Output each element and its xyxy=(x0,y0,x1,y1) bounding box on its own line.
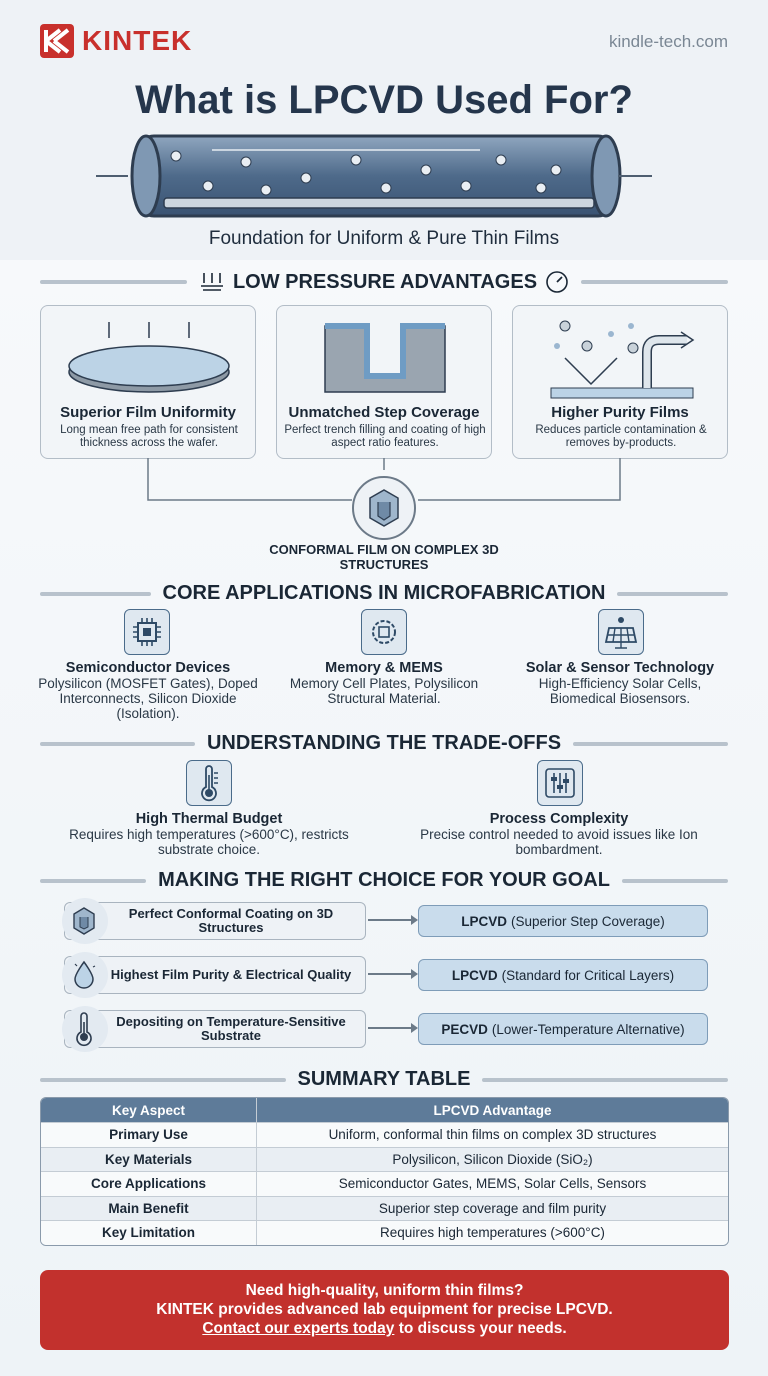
application-title: Solar & Sensor Technology xyxy=(525,660,715,676)
tradeoff-desc: Precise control needed to avoid issues like Ion bombardment. xyxy=(420,827,698,857)
thermometer-icon xyxy=(62,1006,108,1052)
chip-icon xyxy=(124,609,170,655)
brand-name: KINTEK xyxy=(82,25,193,56)
lpcvd-tube-illustration xyxy=(96,130,656,222)
table-row xyxy=(41,1171,728,1196)
table-header: LPCVD Advantage xyxy=(257,1098,728,1122)
table-header-row xyxy=(41,1098,728,1122)
trench-icon xyxy=(323,318,447,394)
card-title: Higher Purity Films xyxy=(551,404,689,421)
pressure-arrows-icon xyxy=(199,271,225,293)
site-url[interactable]: kindle-tech.com xyxy=(608,32,728,51)
method-note: (Standard for Critical Layers) xyxy=(501,967,675,983)
cta-line-2: KINTEK provides advanced lab equipment for precise LPCVD. xyxy=(156,1301,613,1318)
droplet-icon xyxy=(62,952,108,998)
application-solar-sensor xyxy=(505,660,735,706)
conformal-result-label: CONFORMAL FILM ON COMPLEX 3D STRUCTURES xyxy=(269,542,499,572)
kintek-logo-icon xyxy=(40,24,74,58)
tradeoff-process-complexity xyxy=(404,811,714,857)
goal-result-lpcvd-critical xyxy=(418,959,708,991)
table-cell: Polysilicon, Silicon Dioxide (SiO₂) xyxy=(257,1147,728,1172)
summary-heading-text: SUMMARY TABLE xyxy=(297,1068,471,1090)
table-cell: Requires high temperatures (>600°C) xyxy=(257,1220,728,1245)
table-cell: Main Benefit xyxy=(41,1196,257,1221)
goal-conformal-coating xyxy=(64,902,366,940)
goal-text: Highest Film Purity & Electrical Quality xyxy=(110,967,352,982)
table-row xyxy=(41,1220,728,1245)
cta-line-1: Need high-quality, uniform thin films? xyxy=(245,1282,524,1299)
table-row xyxy=(41,1147,728,1172)
table-cell: Superior step coverage and film purity xyxy=(257,1196,728,1221)
gauge-icon xyxy=(545,270,569,294)
application-memory-mems xyxy=(269,660,499,706)
section-tradeoffs-heading xyxy=(40,732,728,755)
cta-line-3-suffix: to discuss your needs. xyxy=(394,1320,567,1337)
table-row xyxy=(41,1196,728,1221)
cta-line-3 xyxy=(40,1319,729,1338)
advantage-card-uniformity xyxy=(40,305,256,459)
application-desc: Polysilicon (MOSFET Gates), Doped Interconnects, Silicon Dioxide (Isolation). xyxy=(38,676,258,721)
table-cell: Key Limitation xyxy=(41,1220,257,1245)
goal-text: Depositing on Temperature-Sensitive Substrate xyxy=(116,1014,346,1043)
sliders-icon xyxy=(537,760,583,806)
purity-icon xyxy=(547,318,697,402)
applications-heading-text: CORE APPLICATIONS IN MICROFABRICATION xyxy=(162,582,606,604)
application-title: Memory & MEMS xyxy=(325,660,443,676)
brand-logo[interactable] xyxy=(40,24,192,58)
goal-arrow xyxy=(368,973,416,975)
card-title: Unmatched Step Coverage xyxy=(288,404,480,421)
section-goals-heading xyxy=(40,869,728,892)
page-title: What is LPCVD Used For? xyxy=(135,78,633,122)
method-name: LPCVD xyxy=(451,967,498,983)
page-subtitle: Foundation for Uniform & Pure Thin Films xyxy=(208,228,560,249)
card-title: Superior Film Uniformity xyxy=(60,404,236,421)
goal-arrow xyxy=(368,1027,416,1029)
advantage-card-purity xyxy=(512,305,728,459)
goal-result-pecvd xyxy=(418,1013,708,1045)
card-desc: Perfect trench filling and coating of high aspect ratio features. xyxy=(284,424,486,449)
application-desc: High-Efficiency Solar Cells, Biomedical Biosensors. xyxy=(538,676,702,706)
table-header: Key Aspect xyxy=(41,1098,257,1122)
application-title: Semiconductor Devices xyxy=(65,660,231,676)
method-note: (Superior Step Coverage) xyxy=(510,913,665,929)
table-cell: Core Applications xyxy=(41,1171,257,1196)
contact-experts-link[interactable]: Contact our experts today xyxy=(202,1320,395,1337)
application-desc: Memory Cell Plates, Polysilicon Structural Material. xyxy=(289,676,479,706)
tradeoff-title: High Thermal Budget xyxy=(135,811,283,827)
summary-table xyxy=(40,1097,729,1246)
application-semiconductor xyxy=(33,660,263,721)
table-cell: Uniform, conformal thin films on complex 3D structures xyxy=(257,1122,728,1147)
table-row xyxy=(41,1122,728,1147)
card-desc: Long mean free path for consistent thickness across the wafer. xyxy=(60,424,238,449)
card-desc: Reduces particle contamination & removes by-products. xyxy=(535,424,707,449)
section-applications-heading xyxy=(40,582,728,605)
goal-film-purity xyxy=(64,956,366,994)
method-name: LPCVD xyxy=(461,913,507,929)
gear-chip-icon xyxy=(361,609,407,655)
goal-text: Perfect Conformal Coating on 3D Structures xyxy=(128,906,334,935)
tradeoff-desc: Requires high temperatures (>600°C), restricts substrate choice. xyxy=(69,827,349,857)
goal-arrow xyxy=(368,919,416,921)
cta-banner xyxy=(40,1270,729,1350)
goals-heading-text: MAKING THE RIGHT CHOICE FOR YOUR GOAL xyxy=(158,869,610,891)
goal-result-lpcvd-step xyxy=(418,905,708,937)
tradeoffs-heading-text: UNDERSTANDING THE TRADE-OFFS xyxy=(206,732,562,754)
table-cell: Key Materials xyxy=(41,1147,257,1172)
advantage-card-step-coverage xyxy=(276,305,492,459)
wafer-icon xyxy=(63,314,235,400)
advantages-heading-text: LOW PRESSURE ADVANTAGES xyxy=(232,270,538,293)
section-summary-heading xyxy=(40,1068,728,1091)
thermometer-icon xyxy=(186,760,232,806)
table-cell: Semiconductor Gates, MEMS, Solar Cells, Sensors xyxy=(257,1171,728,1196)
goal-temperature-sensitive xyxy=(64,1010,366,1048)
conformal-cube-icon xyxy=(352,476,416,540)
cube-icon xyxy=(62,898,108,944)
method-name: PECVD xyxy=(441,1021,488,1037)
table-cell: Primary Use xyxy=(41,1122,257,1147)
tradeoff-thermal-budget xyxy=(54,811,364,857)
method-note: (Lower-Temperature Alternative) xyxy=(491,1021,685,1037)
solar-panel-icon xyxy=(598,609,644,655)
section-advantages-heading xyxy=(40,270,728,294)
tradeoff-title: Process Complexity xyxy=(489,811,629,827)
